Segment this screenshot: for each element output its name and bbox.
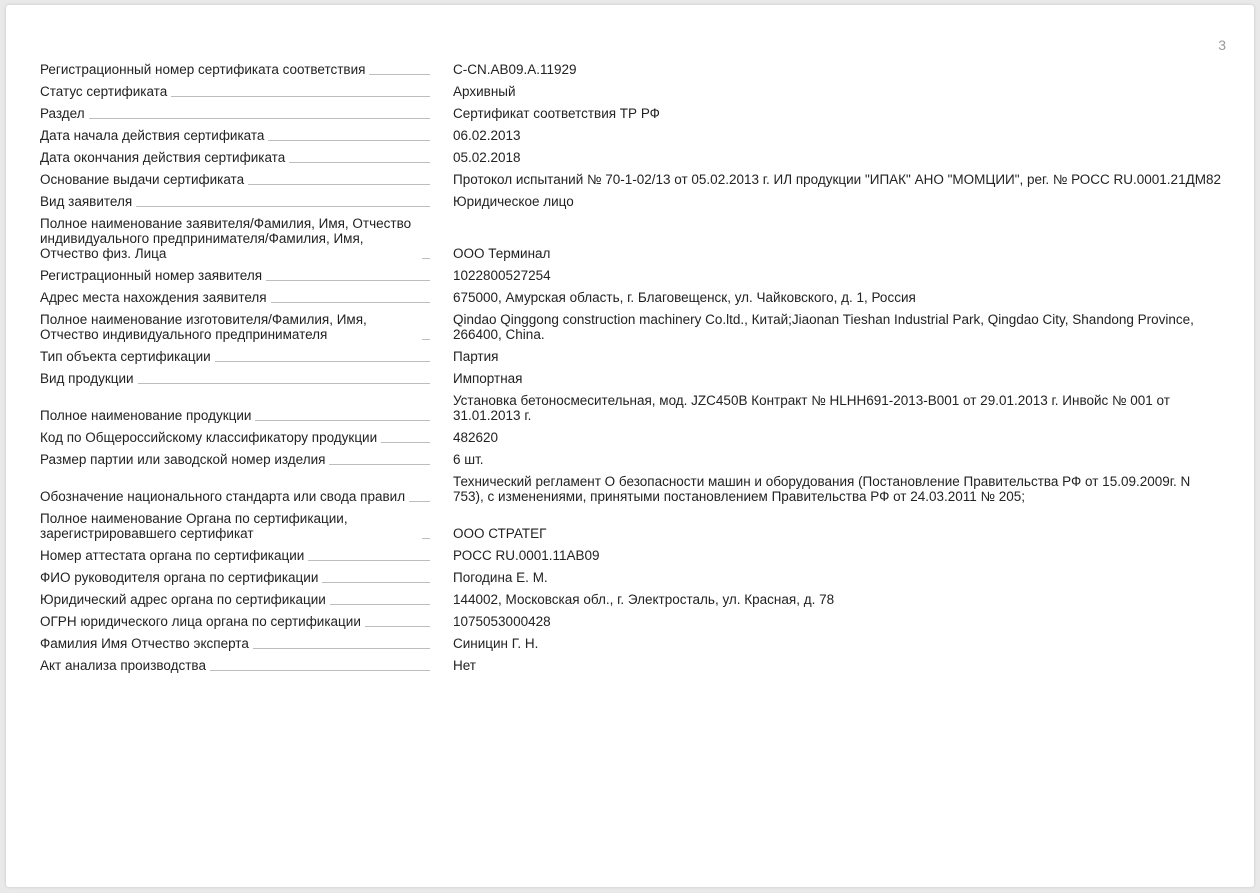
field-value: РОСС RU.0001.11АВ09 [453,548,600,563]
field-label: Размер партии или заводской номер изделия [40,452,326,467]
field-label: Регистрационный номер заявителя [40,268,263,283]
field-label: Полное наименование заявителя/Фамилия, Имя, Отчество индивидуального предпринимателя/Фамилия, Имя, Отчество физ. Лица [40,216,412,261]
field-row [40,427,1230,449]
field-value: 675000, Амурская область, г. Благовещенск, ул. Чайковского, д. 1, Россия [453,290,916,305]
field-label: Полное наименование изготовителя/Фамилия, Имя, Отчество индивидуального предпринимателя [40,312,367,342]
label-leader-line [322,582,430,583]
field-row [40,191,1230,213]
label-leader-line [308,560,430,561]
field-row [40,213,1230,265]
field-row [40,508,1230,545]
field-label: Вид заявителя [40,194,133,209]
field-row [40,611,1230,633]
field-label-container [40,452,430,467]
label-leader-line [210,670,430,671]
field-value: ООО СТРАТЕГ [453,526,547,541]
label-leader-line [381,442,430,443]
field-label-container [40,548,430,563]
label-leader-line [271,302,430,303]
field-value: 144002, Московская обл., г. Электросталь, ул. Красная, д. 78 [453,592,835,607]
field-label: ФИО руководителя органа по сертификации [40,570,319,585]
field-row [40,265,1230,287]
field-value: C-CN.AB09.A.11929 [453,62,577,77]
field-row [40,589,1230,611]
field-label: Раздел [40,106,85,121]
field-label-container [40,172,430,187]
field-value: Партия [453,349,499,364]
label-leader-line [138,383,430,384]
label-leader-line [422,538,430,539]
field-label: Фамилия Имя Отчество эксперта [40,636,249,651]
field-value: 05.02.2018 [453,150,521,165]
label-leader-line [253,648,430,649]
field-label: Юридический адрес органа по сертификации [40,592,326,607]
field-label: Адрес места нахождения заявителя [40,290,267,305]
field-label: Вид продукции [40,371,134,386]
field-label: Тип объекта сертификации [40,349,211,364]
field-label-container [40,371,430,386]
field-label-container [40,408,430,423]
label-leader-line [422,339,430,340]
field-label-container [40,489,430,504]
field-row [40,471,1230,508]
field-row [40,81,1230,103]
field-label-container [40,216,430,261]
label-leader-line [215,361,430,362]
field-row [40,125,1230,147]
field-value: 1022800527254 [453,268,551,283]
field-value: Импортная [453,371,523,386]
field-row [40,633,1230,655]
field-value: Синицин Г. Н. [453,636,539,651]
field-label-container [40,570,430,585]
label-leader-line [248,184,430,185]
field-value: Сертификат соответствия ТР РФ [453,106,660,121]
field-value: Архивный [453,84,516,99]
page-number: 3 [1218,37,1226,53]
field-row [40,390,1230,427]
field-row [40,567,1230,589]
label-leader-line [136,206,430,207]
field-label: Код по Общероссийскому классификатору продукции [40,430,378,445]
label-leader-line [268,140,430,141]
field-row [40,449,1230,471]
label-leader-line [266,280,430,281]
field-row [40,103,1230,125]
field-value: 06.02.2013 [453,128,521,143]
label-leader-line [369,74,430,75]
field-label-container [40,312,430,342]
label-leader-line [422,258,430,259]
certificate-details-card [6,5,1254,887]
field-label-container [40,636,430,651]
field-label-container [40,268,430,283]
certificate-fields-list [40,59,1230,677]
field-row [40,545,1230,567]
field-value: 1075053000428 [453,614,551,629]
label-leader-line [365,626,430,627]
field-label-container [40,128,430,143]
field-label-container [40,511,430,541]
field-value: Установка бетоносмесительная, мод. JZC450B Контракт № HLHH691-2013-B001 от 29.01.2013 г. Инвойс № 001 от 31.01.2013 г. [453,393,1170,423]
field-label-container [40,430,430,445]
field-label: Статус сертификата [40,84,168,99]
label-leader-line [289,162,430,163]
field-label: Дата окончания действия сертификата [40,150,286,165]
field-label: Регистрационный номер сертификата соответствия [40,62,366,77]
field-value: Юридическое лицо [453,194,574,209]
field-label-container [40,349,430,364]
field-value: Qindao Qinggong construction machinery Co.ltd., Китай;Jiaonan Tieshan Industrial Park, Qingdao City, Shandong Province, 266400, China. [453,312,1194,342]
field-row [40,309,1230,346]
field-row [40,368,1230,390]
field-row [40,169,1230,191]
field-label-container [40,62,430,77]
field-value: Погодина Е. М. [453,570,548,585]
field-value: Нет [453,658,476,673]
field-row [40,59,1230,81]
field-label: ОГРН юридического лица органа по сертификации [40,614,361,629]
field-value: 482620 [453,430,499,445]
field-label-container [40,614,430,629]
label-leader-line [329,464,430,465]
field-label-container [40,84,430,99]
label-leader-line [330,604,430,605]
field-label-container [40,194,430,209]
field-value: ООО Терминал [453,246,551,261]
field-label: Полное наименование Органа по сертификации, зарегистрировавшего сертификат [40,511,348,541]
field-label: Номер аттестата органа по сертификации [40,548,305,563]
field-label: Акт анализа производства [40,658,206,673]
field-row [40,346,1230,368]
field-label-container [40,592,430,607]
field-value: Технический регламент О безопасности машин и оборудования (Постановление Правительства РФ от 15.09.2009г. N 753), с изменениями, принятыми постановлением Правительства РФ от 24.03.2011 № 205; [453,474,1191,504]
label-leader-line [409,501,430,502]
label-leader-line [171,96,430,97]
field-label: Основание выдачи сертификата [40,172,245,187]
field-row [40,655,1230,677]
field-label-container [40,290,430,305]
field-label: Полное наименование продукции [40,408,252,423]
field-label-container [40,106,430,121]
field-label-container [40,658,430,673]
field-value: 6 шт. [453,452,484,467]
label-leader-line [89,118,430,119]
field-value: Протокол испытаний № 70-1-02/13 от 05.02.2013 г. ИЛ продукции "ИПАК" АНО "МОМЦИИ", рег. № РОСС RU.0001.21ДМ82 [453,172,1221,187]
field-label: Обозначение национального стандарта или свода правил [40,489,406,504]
field-label: Дата начала действия сертификата [40,128,265,143]
field-row [40,287,1230,309]
field-label-container [40,150,430,165]
label-leader-line [255,420,430,421]
field-row [40,147,1230,169]
